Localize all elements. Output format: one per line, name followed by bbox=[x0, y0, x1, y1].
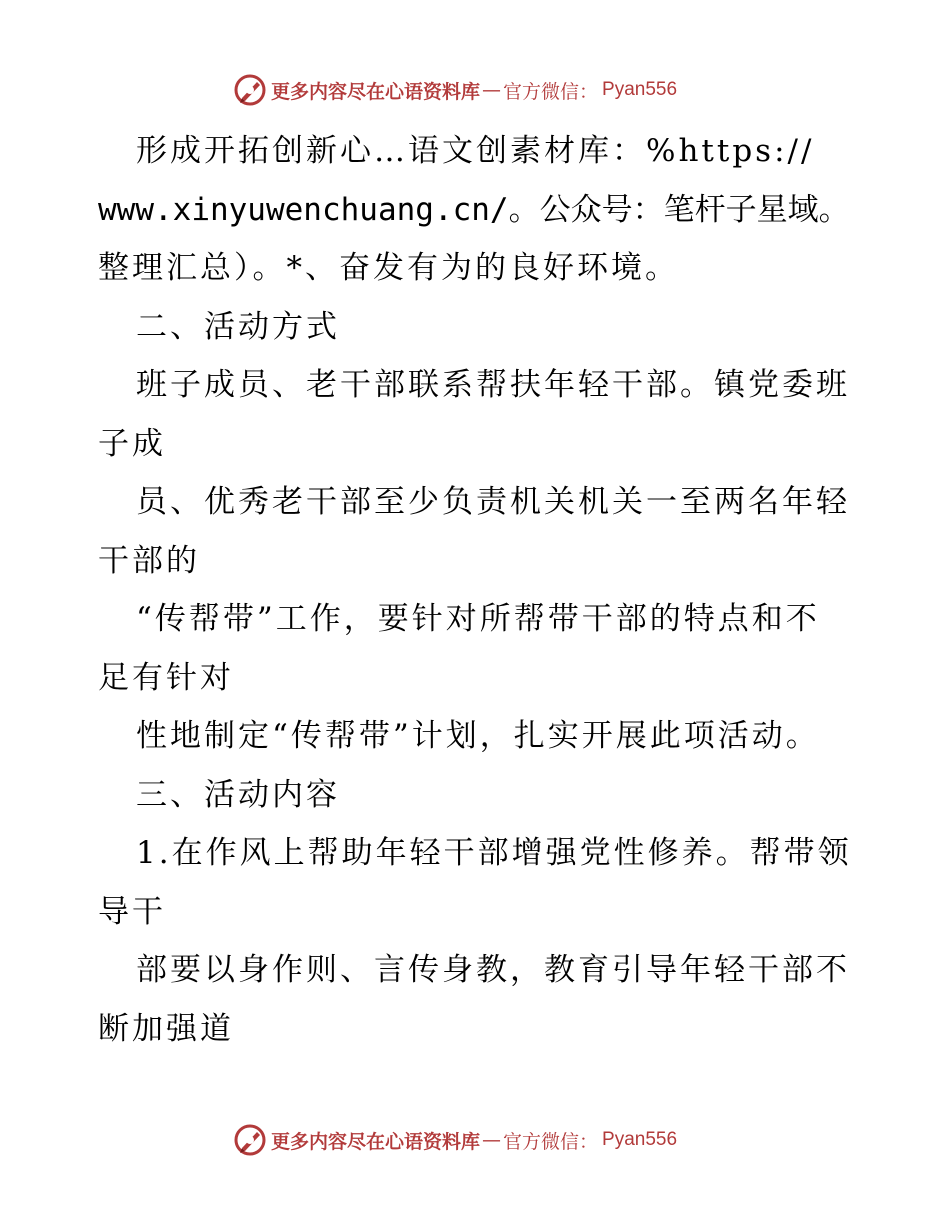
text-line-2: www.xinyuwenchuang.cn/。公众号：笔杆子星域。 bbox=[98, 191, 850, 228]
text-line-15: 部要以身作则、言传身教，教育引导年轻干部不 bbox=[136, 952, 850, 988]
section-heading-3: 三、活动内容 bbox=[136, 776, 340, 813]
text-line-6: 子成 bbox=[98, 425, 166, 462]
text-line-5: 班子成员、老干部联系帮扶年轻干部。镇党委班 bbox=[136, 367, 850, 403]
header-wechat-id: Pyan556 bbox=[602, 79, 678, 100]
header-banner bbox=[233, 72, 677, 108]
text-line-1: 形成开拓创新心…语文创素材库：%https:// bbox=[136, 133, 815, 169]
footer-wechat-id: Pyan556 bbox=[602, 1129, 678, 1150]
footer-official-label: 官方微信： bbox=[503, 1130, 599, 1153]
pen-logo-icon bbox=[233, 73, 267, 107]
text-line-16: 断加强道 bbox=[98, 1010, 234, 1047]
text-line-3: 整理汇总）。*、奋发有为的良好环境。 bbox=[98, 250, 679, 286]
text-line-13: 1.在作风上帮助年轻干部增强党性修养。帮带领 bbox=[136, 835, 852, 871]
text-line-8: 干部的 bbox=[98, 542, 200, 579]
body-text bbox=[98, 122, 858, 1058]
text-line-14: 导干 bbox=[98, 893, 166, 930]
footer-separator: — bbox=[482, 1129, 502, 1151]
text-line-9: “传帮带”工作，要针对所帮带干部的特点和不 bbox=[136, 601, 820, 637]
footer-brand: 更多内容尽在心语资料库 bbox=[271, 1130, 481, 1153]
footer-banner bbox=[233, 1122, 677, 1158]
text-line-10: 足有针对 bbox=[98, 659, 234, 696]
text-line-7: 员、优秀老干部至少负责机关机关一至两名年轻 bbox=[136, 484, 850, 520]
text-line-11: 性地制定“传帮带”计划，扎实开展此项活动。 bbox=[136, 718, 820, 754]
header-official-label: 官方微信： bbox=[503, 80, 599, 103]
header-brand: 更多内容尽在心语资料库 bbox=[271, 80, 481, 103]
section-heading-2: 二、活动方式 bbox=[136, 308, 340, 345]
header-separator: — bbox=[482, 79, 502, 101]
pen-logo-icon bbox=[233, 1123, 267, 1157]
